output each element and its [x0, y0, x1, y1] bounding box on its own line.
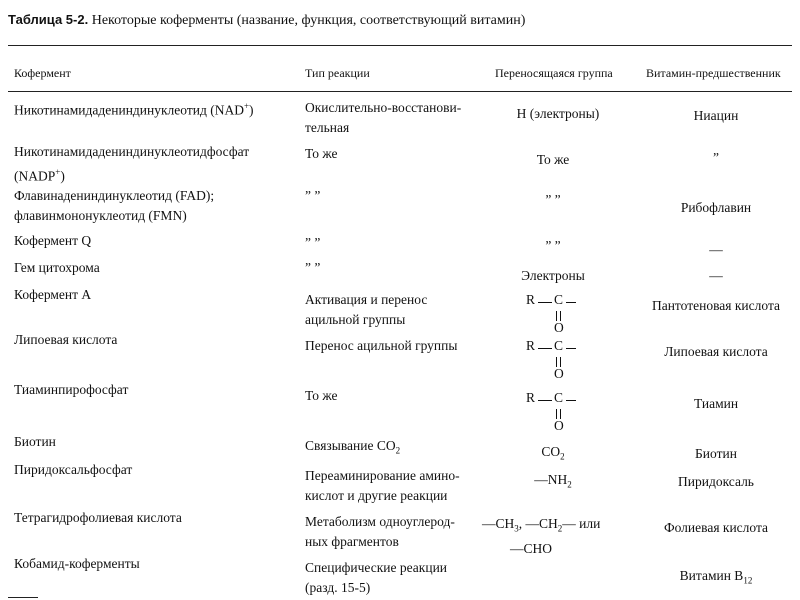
row-8-vitamin: Тиамин: [693, 396, 739, 411]
table-caption-text: Некоторые коферменты (название, функция, соответствующий витамин): [91, 13, 526, 28]
row-8-reaction: То же: [305, 388, 338, 403]
row-3-reaction: ” ”: [305, 188, 321, 203]
row-6-reaction: Активация и перенос ацильной группы: [305, 292, 428, 327]
row-10-vitamin: Пиридоксаль: [678, 474, 754, 489]
row-1-vitamin: Ниацин: [693, 108, 739, 123]
row-7-coenzyme: Липоевая кислота: [14, 332, 118, 347]
row-5-vitamin: —: [709, 268, 723, 283]
header-reaction: Тип реакции: [305, 66, 370, 80]
row-12-vitamin: Витамин $B_{12}$: [679, 568, 753, 586]
row-8-group-formula: R C O: [524, 390, 584, 440]
row-4-group: ” ”: [545, 238, 561, 253]
row-12-coenzyme: Кобамид-коферменты: [14, 556, 140, 571]
row-6-group-formula: R C O: [524, 292, 584, 342]
row-2-reaction: То же: [305, 146, 338, 161]
row-5-group: Электроны: [521, 268, 585, 283]
row-1-coenzyme: Никотинамидадениндинуклеотид (NAD+): [14, 101, 254, 118]
row-7-group-formula: R C O: [524, 338, 584, 388]
top-rule: [8, 45, 792, 46]
table-caption: [8, 12, 525, 29]
row-11-group: $—CH_3$, $—CH_2—$ или —CHO: [482, 516, 601, 556]
row-3-group: ” ”: [545, 192, 561, 207]
row-3-vitamin: Рибофлавин: [680, 200, 752, 215]
row-7-vitamin: Липоевая кислота: [664, 344, 768, 359]
header-group: Переносящаяся группа: [495, 66, 613, 80]
row-10-coenzyme: Пиридоксальфосфат: [14, 462, 133, 477]
row-6-vitamin: Пантотеновая кислота: [651, 298, 781, 313]
row-4-vitamin: —: [709, 242, 723, 257]
row-5-coenzyme: Гем цитохрома: [14, 260, 100, 275]
row-11-reaction: Метаболизм одноуглерод- ных фрагментов: [305, 514, 455, 549]
row-4-coenzyme: Кофермент Q: [14, 233, 92, 248]
row-3-coenzyme: Флавинадениндинуклеотид (FAD); флавинмононуклеотид (FMN): [14, 188, 215, 223]
row-10-reaction: Переаминирование амино- кислот и другие реакции: [305, 468, 460, 503]
row-2-group: То же: [536, 152, 570, 167]
table-caption-label: Таблица 5-2.: [8, 12, 89, 27]
row-11-coenzyme: Тетрагидрофолиевая кислота: [14, 510, 182, 525]
header-rule: [8, 91, 792, 92]
row-9-coenzyme: Биотин: [14, 434, 56, 449]
row-7-reaction: Перенос ацильной группы: [305, 338, 458, 353]
row-9-reaction: Связывание $CO_2$: [305, 438, 401, 456]
row-2-vitamin: ”: [713, 150, 719, 165]
row-11-vitamin: Фолиевая кислота: [663, 520, 769, 535]
bottom-rule-fragment: [8, 597, 38, 598]
row-12-reaction: Специфические реакции (разд. 15-5): [305, 560, 448, 595]
row-9-group: $CO_2$: [541, 444, 565, 462]
header-vitamin: Витамин-предшественник: [646, 66, 781, 80]
row-2-coenzyme: Никотинамидадениндинуклеотидфосфат (NADP+): [14, 144, 250, 184]
row-9-vitamin: Биотин: [695, 446, 737, 461]
row-4-reaction: ” ”: [305, 235, 321, 250]
row-10-group: $—NH_2$: [534, 472, 572, 490]
row-5-reaction: ” ”: [305, 260, 321, 275]
header-coenzyme: Кофермент: [14, 66, 71, 80]
row-6-coenzyme: Кофермент A: [14, 287, 92, 302]
row-1-reaction: Окислительно-восстанови- тельная: [305, 100, 462, 135]
row-1-group: H (электроны): [516, 106, 600, 121]
row-8-coenzyme: Тиаминпирофосфат: [14, 382, 129, 397]
